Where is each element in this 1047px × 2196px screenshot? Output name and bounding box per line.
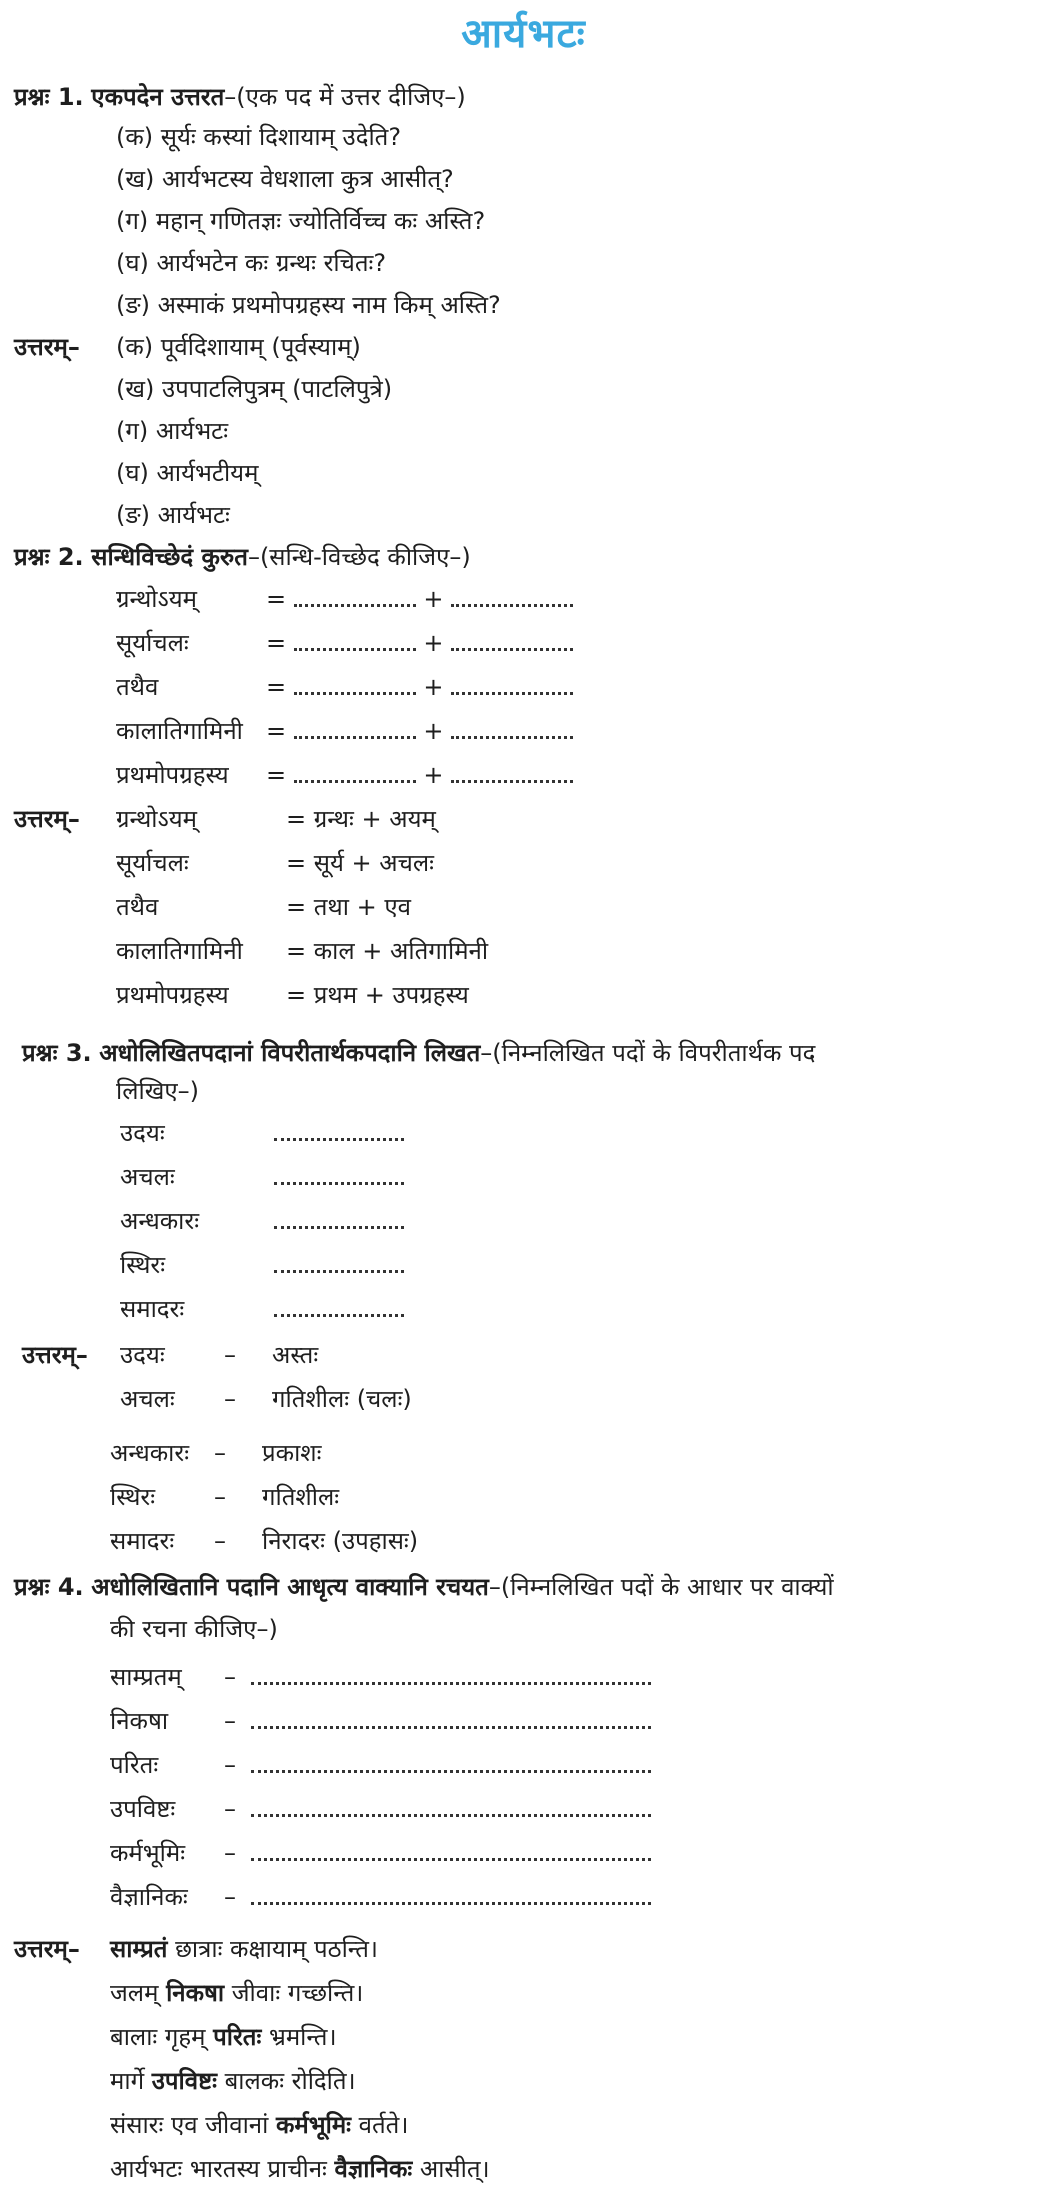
q4-word: साम्प्रतम् xyxy=(110,1663,182,1691)
q2-answer-word: ग्रन्थोऽयम् xyxy=(116,805,197,833)
q4-answer-sentence xyxy=(110,1932,378,1966)
q3-blank-row xyxy=(274,1160,404,1194)
answer-blank[interactable] xyxy=(251,1716,651,1729)
q1-item: (ख) आर्यभटस्य वेधशाला कुत्र आसीत्? xyxy=(116,165,454,193)
sentence-keyword: साम्प्रतं xyxy=(110,1935,168,1963)
q4-blank-row xyxy=(224,1704,651,1738)
q1-item: (ङ) अस्माकं प्रथमोपग्रहस्य नाम किम् अस्ति? xyxy=(116,291,501,319)
q1-answer: (क) पूर्वदिशायाम् (पूर्वस्याम्) xyxy=(116,333,361,361)
answer-blank[interactable] xyxy=(251,1760,651,1773)
equals-sign: = xyxy=(266,673,287,701)
sentence-text: बालकः रोदिति। xyxy=(216,2067,356,2095)
q2-blank-row xyxy=(266,626,573,660)
q2-header xyxy=(14,540,471,574)
sentence-text: बालाः गृहम् xyxy=(110,2023,214,2051)
q3-answer-value: अस्तः xyxy=(272,1341,319,1369)
q1-item: (ग) महान् गणितज्ञः ज्योतिर्विच्च कः अस्ति? xyxy=(116,207,486,235)
q3-answer-word: उदयः xyxy=(120,1341,165,1369)
q2-heading: सन्धिविच्छेदं कुरुत xyxy=(91,543,248,571)
q3-word: समादरः xyxy=(120,1295,185,1323)
plus-sign: + xyxy=(423,761,444,789)
q2-answer-split: = सूर्य + अचलः xyxy=(286,849,434,877)
q4-blank-row xyxy=(224,1792,651,1826)
answer-blank[interactable] xyxy=(451,726,573,739)
q3-answer-value: गतिशीलः (चलः) xyxy=(272,1385,412,1413)
q2-answer-word: कालातिगामिनी xyxy=(116,937,243,965)
sentence-keyword: वैज्ञानिकः xyxy=(334,2155,413,2183)
q4-dash: – xyxy=(224,1839,236,1867)
q4-answer-sentence xyxy=(110,2108,408,2142)
equals-sign: = xyxy=(266,717,287,745)
q4-dash: – xyxy=(224,1795,236,1823)
q4-answer-sentence xyxy=(110,2064,356,2098)
q2-blank-row xyxy=(266,758,573,792)
q1-instruction: –(एक पद में उत्तर दीजिए–) xyxy=(224,83,466,111)
q1-item: (क) सूर्यः कस्यां दिशायाम् उदेति? xyxy=(116,123,402,151)
sentence-text: मार्गे xyxy=(110,2067,152,2095)
answer-blank[interactable] xyxy=(451,770,573,783)
q4-blank-row xyxy=(224,1660,651,1694)
q4-dash: – xyxy=(224,1751,236,1779)
q3-word: अन्धकारः xyxy=(120,1207,200,1235)
answer-blank[interactable] xyxy=(251,1848,651,1861)
q3-dash: – xyxy=(224,1341,236,1369)
q1-label: प्रश्नः 1. xyxy=(14,83,84,111)
q3-dash: – xyxy=(214,1439,226,1467)
q3-instruction-cont: लिखिए–) xyxy=(116,1077,199,1105)
q4-word: निकषा xyxy=(110,1707,169,1735)
plus-sign: + xyxy=(423,673,444,701)
q3-answer-word: स्थिरः xyxy=(110,1483,156,1511)
q2-answer-label: उत्तरम्– xyxy=(14,805,80,833)
q4-word: वैज्ञानिकः xyxy=(110,1883,188,1911)
q3-heading: अधोलिखितपदानां विपरीतार्थकपदानि लिखत xyxy=(99,1039,481,1067)
sentence-keyword: परितः xyxy=(213,2023,262,2051)
q4-answer-sentence xyxy=(110,1976,363,2010)
plus-sign: + xyxy=(423,717,444,745)
equals-sign: = xyxy=(266,585,287,613)
answer-blank[interactable] xyxy=(294,770,416,783)
q4-instruction-cont: की रचना कीजिए–) xyxy=(110,1615,278,1643)
q1-item: (घ) आर्यभटेन कः ग्रन्थः रचितः? xyxy=(116,249,387,277)
q3-answer-value: प्रकाशः xyxy=(262,1439,322,1467)
q1-answer: (ग) आर्यभटः xyxy=(116,417,229,445)
sentence-keyword: उपविष्टः xyxy=(151,2067,217,2095)
sentence-text: जलम् xyxy=(110,1979,167,2007)
q3-answer-value: गतिशीलः xyxy=(262,1483,340,1511)
q3-word: अचलः xyxy=(120,1163,175,1191)
page-title: आर्यभटः xyxy=(461,11,586,57)
answer-blank[interactable] xyxy=(274,1128,404,1141)
q4-blank-row xyxy=(224,1880,651,1914)
sentence-text: वर्तते। xyxy=(351,2111,409,2139)
q3-answer-value: निरादरः (उपहासः) xyxy=(262,1527,419,1555)
plus-sign: + xyxy=(423,629,444,657)
q3-blank-row xyxy=(274,1116,404,1150)
q3-answer-word: समादरः xyxy=(110,1527,175,1555)
sentence-keyword: निकषा xyxy=(166,1979,225,2007)
q3-instruction: –(निम्नलिखित पदों के विपरीतार्थक पद xyxy=(480,1039,816,1067)
q2-blank-row xyxy=(266,714,573,748)
q2-answer-split: = काल + अतिगामिनी xyxy=(286,937,489,965)
q2-word: कालातिगामिनी xyxy=(116,717,243,745)
sentence-text: छात्राः कक्षायाम् पठन्ति। xyxy=(167,1935,378,1963)
q4-dash: – xyxy=(224,1707,236,1735)
sentence-text: आर्यभटः भारतस्य प्राचीनः xyxy=(110,2155,335,2183)
q4-label: प्रश्नः 4. xyxy=(14,1573,84,1601)
q2-answer-split: = तथा + एव xyxy=(286,893,411,921)
q2-label: प्रश्नः 2. xyxy=(14,543,84,571)
q4-blank-row xyxy=(224,1836,651,1870)
answer-blank[interactable] xyxy=(451,638,573,651)
q2-answer-word: प्रथमोपग्रहस्य xyxy=(116,981,229,1009)
q4-dash: – xyxy=(224,1883,236,1911)
q4-word: उपविष्टः xyxy=(110,1795,176,1823)
q2-blank-row xyxy=(266,582,573,616)
q3-answer-label: उत्तरम्– xyxy=(22,1341,88,1369)
q3-blank-row xyxy=(274,1292,404,1326)
q3-answer-word: अचलः xyxy=(120,1385,175,1413)
q3-word: स्थिरः xyxy=(120,1251,166,1279)
q3-dash: – xyxy=(224,1385,236,1413)
answer-blank[interactable] xyxy=(294,726,416,739)
equals-sign: = xyxy=(266,629,287,657)
answer-blank[interactable] xyxy=(251,1672,651,1685)
q4-word: परितः xyxy=(110,1751,159,1779)
sentence-text: आसीत्। xyxy=(412,2155,490,2183)
q1-answer: (घ) आर्यभटीयम् xyxy=(116,459,259,487)
q4-heading: अधोलिखितानि पदानि आधृत्य वाक्यानि रचयत xyxy=(91,1573,489,1601)
sentence-text: संसारः एव जीवानां xyxy=(110,2111,276,2139)
q2-answer-split: = प्रथम + उपग्रहस्य xyxy=(286,981,469,1009)
q2-answer-word: सूर्याचलः xyxy=(116,849,189,877)
q3-dash: – xyxy=(214,1527,226,1555)
plus-sign: + xyxy=(423,585,444,613)
answer-blank[interactable] xyxy=(274,1216,404,1229)
answer-blank[interactable] xyxy=(294,594,416,607)
q4-answer-label: उत्तरम्– xyxy=(14,1935,80,1963)
q3-header xyxy=(22,1036,815,1070)
q3-word: उदयः xyxy=(120,1119,165,1147)
q1-heading: एकपदेन उत्तरत xyxy=(91,83,225,111)
sentence-keyword: कर्मभूमिः xyxy=(275,2111,352,2139)
q3-label: प्रश्नः 3. xyxy=(22,1039,92,1067)
q4-instruction: –(निम्नलिखित पदों के आधार पर वाक्यों xyxy=(488,1573,834,1601)
q3-blank-row xyxy=(274,1248,404,1282)
sentence-text: भ्रमन्ति। xyxy=(261,2023,337,2051)
q2-answer-split: = ग्रन्थः + अयम् xyxy=(286,805,436,833)
answer-blank[interactable] xyxy=(251,1892,651,1905)
answer-blank[interactable] xyxy=(274,1172,404,1185)
q4-answer-sentence xyxy=(110,2020,337,2054)
answer-blank[interactable] xyxy=(251,1804,651,1817)
sentence-text: जीवाः गच्छन्ति। xyxy=(224,1979,364,2007)
q4-blank-row xyxy=(224,1748,651,1782)
q1-answer: (ख) उपपाटलिपुत्रम् (पाटलिपुत्रे) xyxy=(116,375,393,403)
q1-answer-label: उत्तरम्– xyxy=(14,333,80,361)
q2-answer-word: तथैव xyxy=(116,893,159,921)
q4-header xyxy=(14,1570,834,1604)
q2-word: सूर्याचलः xyxy=(116,629,189,657)
q3-answer-word: अन्धकारः xyxy=(110,1439,190,1467)
answer-blank[interactable] xyxy=(294,638,416,651)
q3-blank-row xyxy=(274,1204,404,1238)
answer-blank[interactable] xyxy=(294,682,416,695)
q4-answer-sentence xyxy=(110,2152,490,2186)
answer-blank[interactable] xyxy=(451,594,573,607)
q3-dash: – xyxy=(214,1483,226,1511)
q2-blank-row xyxy=(266,670,573,704)
q4-word: कर्मभूमिः xyxy=(110,1839,186,1867)
q2-word: तथैव xyxy=(116,673,159,701)
q2-word: ग्रन्थोऽयम् xyxy=(116,585,197,613)
q2-instruction: –(सन्धि-विच्छेद कीजिए–) xyxy=(247,543,471,571)
q4-dash: – xyxy=(224,1663,236,1691)
q1-header xyxy=(14,80,466,114)
answer-blank[interactable] xyxy=(451,682,573,695)
answer-blank[interactable] xyxy=(274,1260,404,1273)
q1-answer: (ङ) आर्यभटः xyxy=(116,501,230,529)
q2-word: प्रथमोपग्रहस्य xyxy=(116,761,229,789)
equals-sign: = xyxy=(266,761,287,789)
answer-blank[interactable] xyxy=(274,1304,404,1317)
